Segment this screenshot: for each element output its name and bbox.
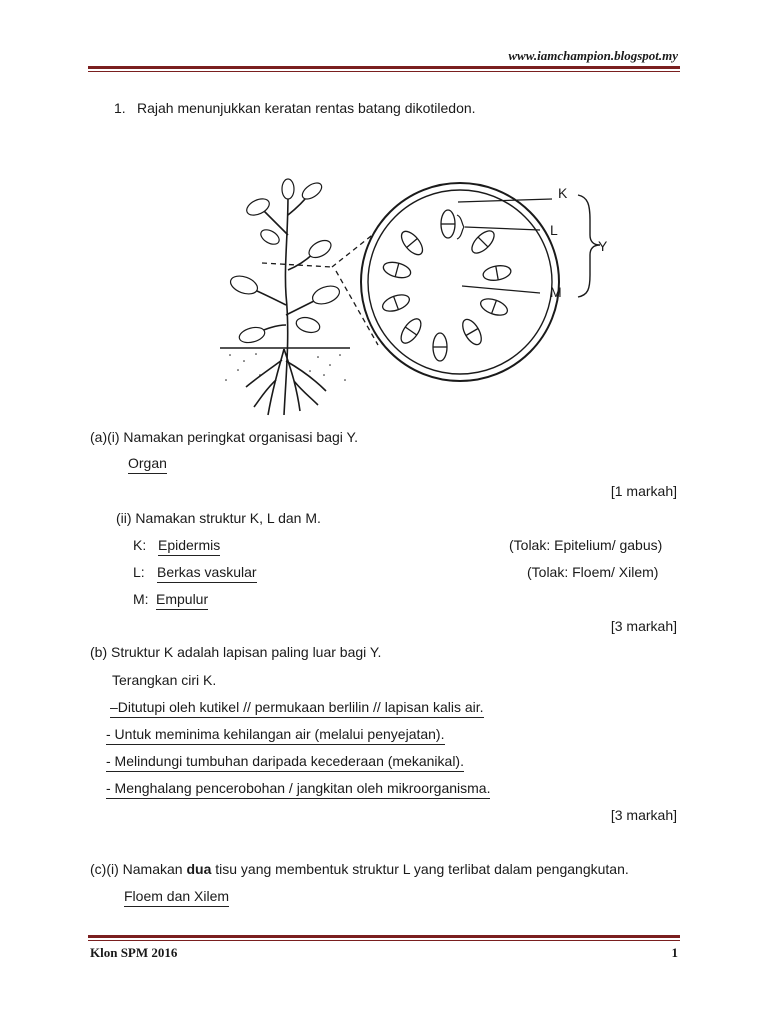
header-rule-thin bbox=[88, 71, 680, 72]
question-stem: Rajah menunjukkan keratan rentas batang dikotiledon. bbox=[137, 100, 476, 116]
header-url: www.iamchampion.blogspot.my bbox=[508, 48, 678, 63]
row-l-note: (Tolak: Floem/ Xilem) bbox=[527, 564, 659, 580]
brace-Y bbox=[578, 195, 600, 297]
part-c-i-answer: Floem dan Xilem bbox=[124, 887, 229, 907]
footer-title: Klon SPM 2016 bbox=[90, 945, 178, 960]
part-b-answer-2: - Untuk meminima kehilangan air (melalui penyejatan). bbox=[106, 725, 445, 745]
part-b-prompt: (b) Struktur K adalah lapisan paling luar bagi Y. bbox=[90, 644, 382, 660]
dicot-stem-diagram bbox=[200, 175, 640, 425]
part-c-i-prompt-after: tisu yang membentuk struktur L yang terlibat dalam pengangkutan. bbox=[211, 861, 629, 877]
part-a-ii-prompt: (ii) Namakan struktur K, L dan M. bbox=[116, 510, 321, 526]
part-b-answer-3: - Melindungi tumbuhan daripada kecederaan (mekanikal). bbox=[106, 752, 464, 772]
label-K: K bbox=[558, 185, 568, 201]
part-c-i-prompt-before: (c)(i) Namakan bbox=[90, 861, 187, 877]
row-m-label: M: bbox=[133, 591, 149, 607]
row-k-answer: Epidermis bbox=[158, 536, 220, 556]
row-m-answer: Empulur bbox=[156, 590, 208, 610]
part-c-i-prompt-bold: dua bbox=[186, 861, 212, 877]
label-Y: Y bbox=[598, 238, 608, 254]
stem-outer-ring bbox=[361, 183, 559, 381]
part-b-sub-prompt: Terangkan ciri K. bbox=[112, 672, 217, 688]
part-a-i-prompt: (a)(i) Namakan peringkat organisasi bagi Y. bbox=[90, 429, 358, 445]
row-l-label: L: bbox=[133, 564, 145, 580]
part-b-answer-1: –Ditutupi oleh kutikel // permukaan berlilin // lapisan kalis air. bbox=[110, 698, 484, 718]
footer-rule-thin bbox=[88, 940, 680, 941]
label-M: M bbox=[550, 284, 562, 300]
part-a-i-marks: [1 markah] bbox=[610, 483, 677, 499]
part-b-marks: [3 markah] bbox=[610, 807, 677, 823]
part-a-i-answer: Organ bbox=[128, 454, 167, 474]
row-l-answer: Berkas vaskular bbox=[157, 563, 257, 583]
part-b-answer-4: - Menghalang pencerobohan / jangkitan oleh mikroorganisma. bbox=[106, 779, 490, 799]
row-k-label: K: bbox=[133, 537, 147, 553]
row-k-note: (Tolak: Epitelium/ gabus) bbox=[509, 537, 663, 553]
header-rule-thick bbox=[88, 66, 680, 69]
footer-rule-thick bbox=[88, 935, 680, 938]
part-c-i-prompt bbox=[90, 860, 629, 878]
question-number: 1. bbox=[114, 100, 126, 116]
part-a-ii-marks: [3 markah] bbox=[610, 618, 677, 634]
label-L: L bbox=[550, 222, 558, 238]
page-number: 1 bbox=[671, 945, 678, 960]
plant-drawing bbox=[248, 193, 322, 415]
